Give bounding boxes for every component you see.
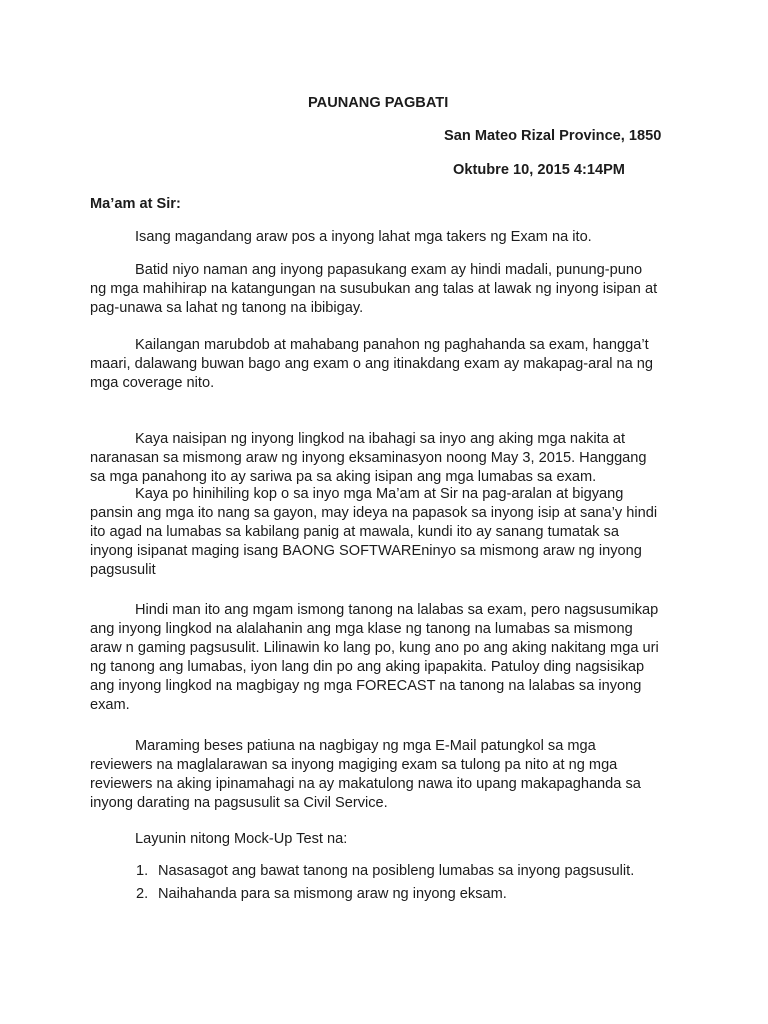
paragraph-line: ng tanong ang lumabas, iyon lang din po ang aking ipapakita. Patuloy ding nagsisikap — [90, 659, 645, 675]
paragraph-line: ito agad na lumabas sa kabilang panig at mawala, kundi ito ay sanang tumatak sa — [90, 524, 619, 540]
list-item-number: 1. — [136, 863, 149, 879]
paragraph-line: pansin ang mga ito nang sa gayon, may ideya na papasok sa inyong isip at sana’y hindi — [90, 505, 658, 521]
document-place: San Mateo Rizal Province, 1850 — [444, 128, 662, 144]
paragraph-line: pagsusulit — [90, 562, 156, 578]
paragraph-line: mga coverage nito. — [90, 375, 215, 391]
paragraph-line: sa mga panahong ito ay sariwa pa sa aking isipan ang mga lumabas sa exam. — [90, 469, 597, 485]
paragraph-line: Hindi man ito ang mgam ismong tanong na lalabas sa exam, pero nagsusumikap — [135, 602, 659, 618]
paragraph-line: naranasan sa mismong araw ng inyong eksaminasyon noong May 3, 2015. Hanggang — [90, 450, 647, 466]
paragraph-line: ang inyong lingkod na magbigay ng mga FORECAST na tanong na lalabas sa inyong — [90, 678, 642, 694]
paragraph-line: inyong darating na pagsusulit sa Civil Service. — [90, 795, 388, 811]
paragraph-line: maari, dalawang buwan bago ang exam o ang itinakdang exam ay makapag-aral na ng — [90, 356, 654, 372]
paragraph-line: reviewers na aking ipinamahagi na ay makatulong nawa ito upang makapaghanda sa — [90, 776, 641, 792]
paragraph-line: Batid niyo naman ang inyong papasukang exam ay hindi madali, punung-puno — [135, 262, 643, 278]
paragraph-line: pag-unawa sa lahat ng tanong na ibibigay. — [90, 300, 364, 316]
paragraph-line: Kaya naisipan ng inyong lingkod na ibahagi sa inyo ang aking mga nakita at — [135, 431, 626, 447]
document-title: PAUNANG PAGBATI — [308, 95, 449, 111]
document-date: Oktubre 10, 2015 4:14PM — [453, 162, 625, 178]
paragraph-line: reviewers na maglalarawan sa inyong magiging exam sa tulong pa nito at ng mga — [90, 757, 618, 773]
list-item-number: 2. — [136, 886, 149, 902]
paragraph-line: exam. — [90, 697, 130, 713]
list-item-text: Nasasagot ang bawat tanong na posibleng lumabas sa inyong pagsusulit. — [158, 863, 635, 879]
paragraph-line: Kaya po hinihiling kop o sa inyo mga Ma’am at Sir na pag-aralan at bigyang — [135, 486, 624, 502]
paragraph-line: Maraming beses patiuna na nagbigay ng mga E-Mail patungkol sa mga — [135, 738, 596, 754]
paragraph-line: Layunin nitong Mock-Up Test na: — [135, 831, 348, 847]
salutation: Ma’am at Sir: — [90, 196, 181, 212]
paragraph-line: inyong isipanat maging isang BAONG SOFTWAREninyo sa mismong araw ng inyong — [90, 543, 642, 559]
paragraph-line: ang inyong lingkod na alalahanin ang mga klase ng tanong na lumabas sa mismong — [90, 621, 633, 637]
paragraph-line: Isang magandang araw pos a inyong lahat mga takers ng Exam na ito. — [135, 229, 592, 245]
list-item-text: Naihahanda para sa mismong araw ng inyong eksam. — [158, 886, 507, 902]
paragraph-line: ng mga mahihirap na katangungan na susubukan ang talas at lawak ng inyong isipan at — [90, 281, 658, 297]
paragraph-line: Kailangan marubdob at mahabang panahon ng paghahanda sa exam, hangga’t — [135, 337, 649, 353]
paragraph-line: araw n gaming pagsusulit. Lilinawin ko lang po, kung ano po ang aking nakitang mga uri — [90, 640, 659, 656]
